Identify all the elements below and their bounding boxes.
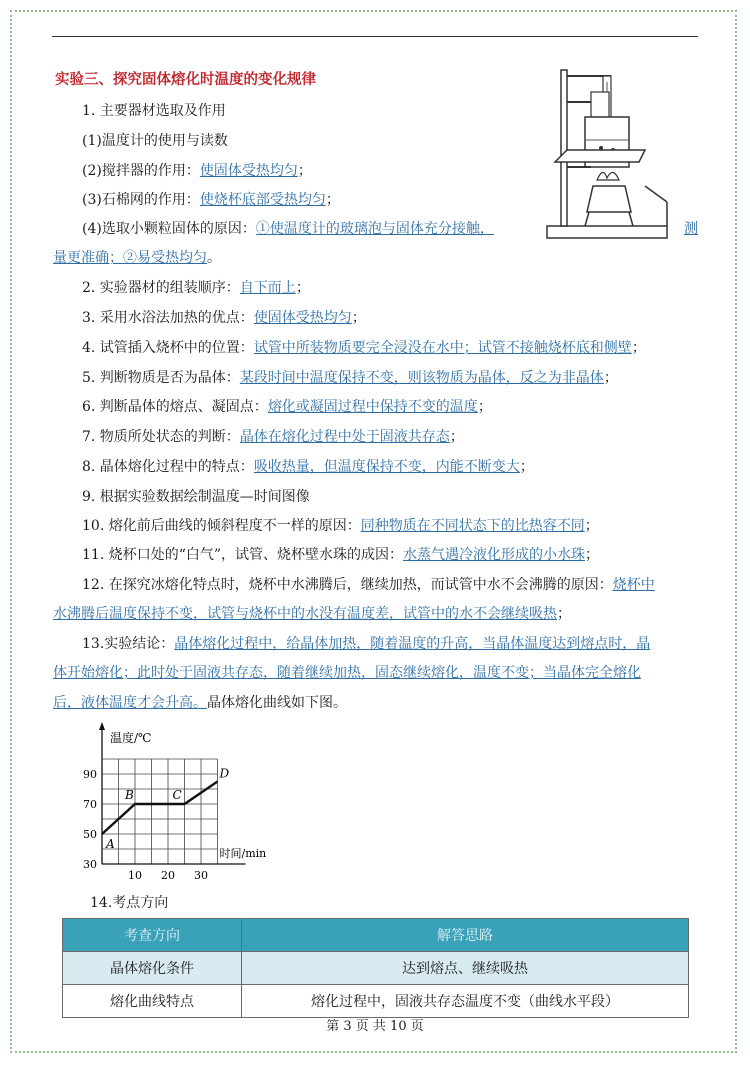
x-tick-label: 30 <box>194 869 208 882</box>
table-row <box>63 985 689 1018</box>
item-1: 1. 主要器材选取及作用 <box>82 103 226 119</box>
item-1b: (2)搅拌器的作用：使固体受热均匀； <box>82 163 312 179</box>
item-13: 13.实验结论：晶体熔化过程中，给晶体加热，随着温度的升高，当晶体温度达到熔点时，晶 <box>82 636 651 652</box>
point-label-c: C <box>172 788 182 802</box>
x-tick-label: 10 <box>128 869 142 882</box>
item-13-line3: 后，液体温度才会升高。晶体熔化曲线如下图。 <box>53 695 347 711</box>
item-8: 8. 晶体熔化过程中的特点：吸收热量，但温度保持不变，内能不断变大； <box>82 459 534 475</box>
table-cell: 晶体熔化条件 <box>63 952 242 985</box>
table-row <box>63 952 689 985</box>
item-1a: (1)温度计的使用与读数 <box>82 133 228 149</box>
table-cell: 达到熔点、继续吸热 <box>242 952 689 985</box>
x-tick-label: 20 <box>161 869 175 882</box>
x-axis-label: 时间/min <box>219 847 267 860</box>
table-header: 解答思路 <box>242 919 689 952</box>
item-13-line2: 体开始熔化；此时处于固液共存态，随着继续加热，固态继续熔化，温度不变；当晶体完全熔化 <box>53 665 641 681</box>
item-2: 2. 实验器材的组装顺序：自下而上； <box>82 280 310 296</box>
item-6: 6. 判断晶体的熔点、凝固点：熔化或凝固过程中保持不变的温度； <box>82 399 492 415</box>
y-axis-arrow <box>99 722 105 730</box>
table-cell: 熔化曲线特点 <box>63 985 242 1018</box>
table-header: 考查方向 <box>63 919 242 952</box>
apparatus-illustration <box>545 62 675 247</box>
section-title: 实验三、探究固体熔化时温度的变化规律 <box>55 71 316 88</box>
item-12: 12. 在探究冰熔化特点时，烧杯中水沸腾后，继续加热，而试管中水不会沸腾的原因：烧杯中 <box>82 577 655 593</box>
exam-points-table <box>62 918 689 1018</box>
header-rule <box>52 36 698 37</box>
item-5: 5. 判断物质是否为晶体：某段时间中温度保持不变，则该物质为晶体，反之为非晶体； <box>82 370 618 386</box>
y-axis-label: 温度/℃ <box>110 731 152 745</box>
table-cell: 熔化过程中，固液共存态温度不变（曲线水平段） <box>242 985 689 1018</box>
y-tick-label: 30 <box>83 858 97 871</box>
point-label-a: A <box>106 837 115 851</box>
item-1d: (4)选取小颗粒固体的原因：①使温度计的玻璃泡与固体充分接触， <box>82 221 494 237</box>
item-9: 9. 根据实验数据绘制温度—时间图像 <box>82 489 310 505</box>
item-4: 4. 试管插入烧杯中的位置：试管中所装物质要完全浸没在水中；试管不接触烧杯底和侧壁； <box>82 340 646 356</box>
item-1c: (3)石棉网的作用：使烧杯底部受热均匀； <box>82 192 340 208</box>
item-14: 14.考点方向 <box>90 895 169 911</box>
y-tick-label: 70 <box>83 798 97 811</box>
item-1d-line2: 量更准确；②易受热均匀。 <box>53 250 221 266</box>
item-11: 11. 烧杯口处的“白气”，试管、烧杯壁水珠的成因：水蒸气遇冷液化形成的小水珠； <box>82 547 600 563</box>
item-7: 7. 物质所处状态的判断：晶体在熔化过程中处于固液共存态； <box>82 429 464 445</box>
item-10: 10. 熔化前后曲线的倾斜程度不一样的原因：同种物质在不同状态下的比热容不同； <box>82 518 599 534</box>
melting-curve-chart <box>70 718 300 888</box>
y-tick-label: 90 <box>83 768 97 781</box>
point-label-b: B <box>125 788 134 802</box>
item-1d-cont: 测 <box>684 221 698 237</box>
item-12-line2: 水沸腾后温度保持不变，试管与烧杯中的水没有温度差，试管中的水不会继续吸热； <box>53 606 571 622</box>
y-tick-label: 50 <box>83 828 97 841</box>
item-3: 3. 采用水浴法加热的优点：使固体受热均匀； <box>82 310 366 326</box>
page-number: 第 3 页 共 10 页 <box>326 1019 424 1034</box>
point-label-d: D <box>219 766 230 781</box>
